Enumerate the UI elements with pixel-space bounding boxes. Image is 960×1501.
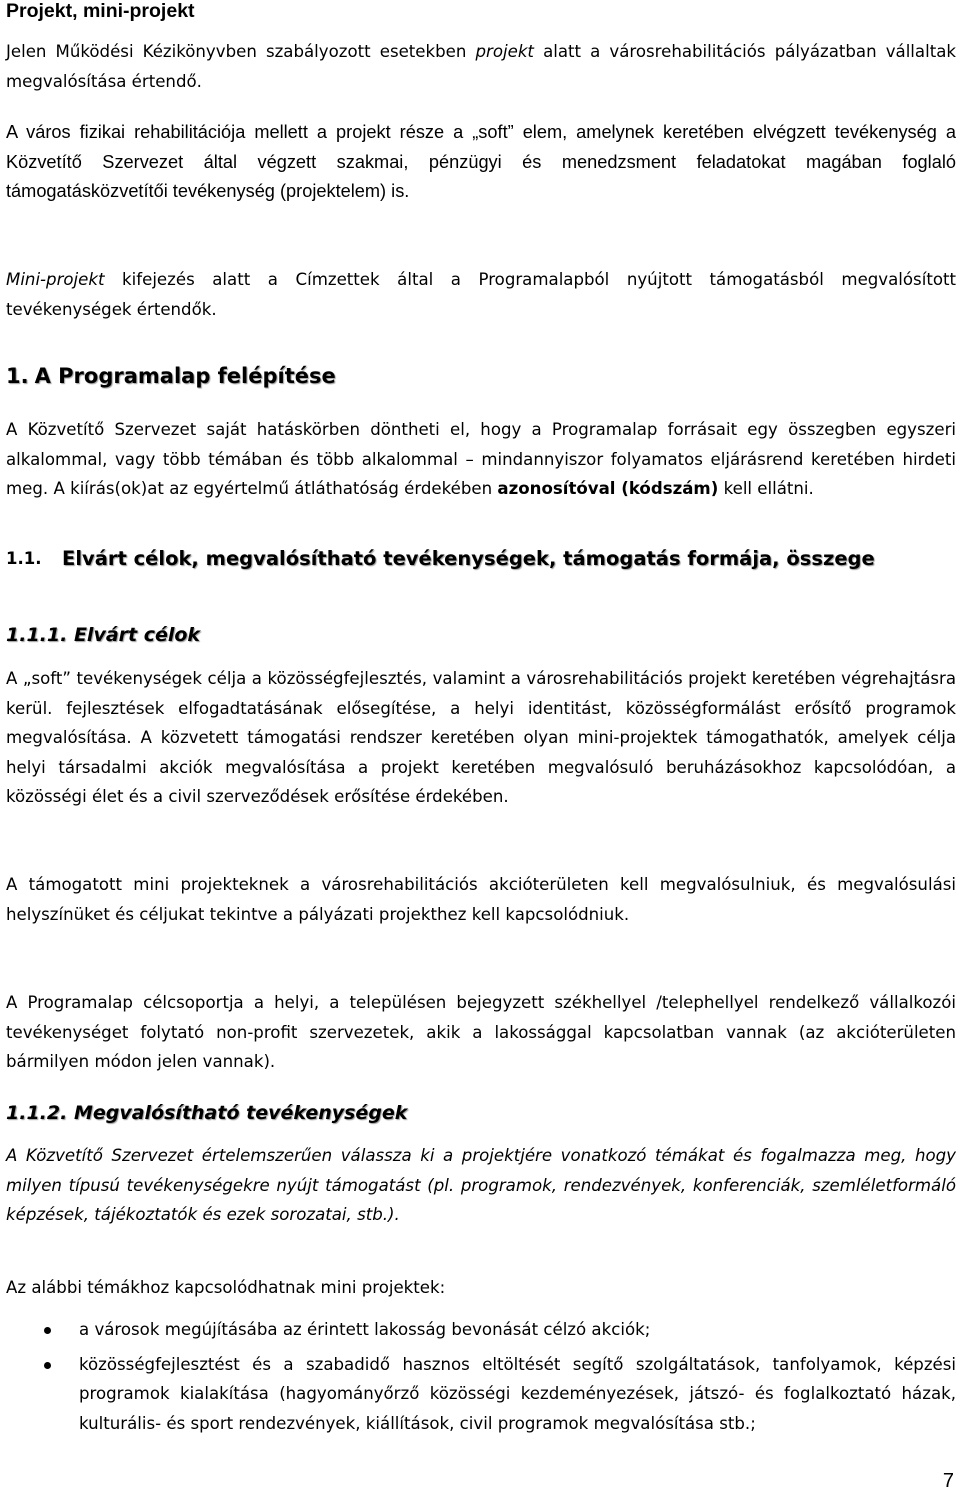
paragraph-celcsoport: A Programalap célcsoportja a helyi, a településen bejegyzett székhellyel /telephellyel rendelkező vállalkozói tevékenységet folytató non-profit szervezetek, akik a lakossággal kapcsolatban vannak (az akcióterületen bármilyen módon jelen vannak). (6, 993, 956, 1071)
bullet-icon (44, 1327, 51, 1334)
list-item (6, 1350, 956, 1439)
page-number: 7 (942, 1470, 954, 1492)
section-title: Elvárt célok (73, 624, 201, 646)
text: kifejezés alatt a Címzettek által a Programalapból nyújtott támogatásból megvalósított tevékenységek értendők. (6, 270, 956, 319)
paragraph-intro-topics: Az alábbi témákhoz kapcsolódhatnak mini projektek: (6, 1278, 446, 1297)
paragraph-italic-instructions: A Közvetítő Szervezet értelemszerűen válassza ki a projektjére vonatkozó témákat és fogalmazza meg, hogy milyen típusú tevékenységekre nyújt támogatást (pl. programok, rendezvények, konferenciák, szemléletformáló képzések, tájékoztatók és ezek sorozatai, stb.). (6, 1146, 956, 1224)
section-number: 1.1. (6, 549, 42, 568)
section-title: A Programalap felépítése (34, 364, 336, 388)
section-number: 1.1.2. (6, 1102, 68, 1124)
section-number: 1. (6, 364, 29, 388)
list-item-text: a városok megújításába az érintett lakosság bevonását célzó akciók; (79, 1320, 651, 1339)
heading-section-1 (6, 364, 336, 388)
section-title-projekt: Projekt, mini-projekt (6, 0, 195, 22)
text: A Közvetítő Szervezet saját hatáskörben döntheti el, hogy a Programalap forrásait egy összegben egyszeri alkalommal, vagy több témában és több alkalommal – mindannyiszor folyamatos eljárásrend keretében hirdeti meg. A kiírás(ok)at az egyértelmű átláthatóság érdekében (6, 420, 956, 498)
paragraph-elvart-celok: A „soft” tevékenységek célja a közösségfejlesztés, valamint a városrehabilitációs projekt keretében végrehajtásra kerül. fejlesztések elfogadtatásának elősegítése, a helyi identitást, közösségformálást erősítő programok megvalósítása. A közvetett támogatási rendszer keretében olyan mini-projektek támogathatók, amelyek célja helyi társadalmi akciók megvalósítása a projekt keretében megvalósuló beruházásokhoz kapcsolódóan, a közösségi élet és a civil szerveződések erősítése érdekében. (6, 669, 956, 806)
emphasis-mini-projekt: Mini-projekt (6, 270, 105, 289)
heading-section-1-1-1 (6, 624, 200, 646)
bullet-icon (44, 1362, 51, 1369)
section-number: 1.1.1. (6, 624, 68, 646)
paragraph-soft-element: A város fizikai rehabilitációja mellett a projekt része a „soft” elem, amelynek keretében elvégzett tevékenység a Közvetítő Szervezet által végzett szakmai, pénzügyi és menedzsment feladatokat magában foglaló támogatásközvetítői tevékenység (projektelem) is. (6, 122, 956, 201)
list-item (6, 1315, 956, 1345)
paragraph-akcioterulet: A támogatott mini projekteknek a városrehabilitációs akcióterületen kell megvalósulniuk, és megvalósulási helyszínüket és céljukat tekintve a pályázati projekthez kell kapcsolódniuk. (6, 875, 956, 924)
emphasis-projekt: projekt (475, 42, 534, 61)
section-title: Elvárt célok, megvalósítható tevékenységek, támogatás formája, összege (62, 547, 875, 570)
heading-section-1-1 (6, 544, 956, 574)
paragraph-programalap (6, 415, 956, 504)
paragraph-projekt-definition (6, 37, 956, 96)
bold-identifier: azonosítóval (kódszám) (497, 479, 719, 498)
paragraph-mini-projekt-definition (6, 265, 956, 324)
text: kell ellátni. (718, 479, 814, 498)
list-item-text: közösségfejlesztést és a szabadidő hasznos eltöltését segítő szolgáltatások, tanfolyamok, képzési programok kialakítása (hagyományőrző közösségi kezdeményezések, játszó- és foglalkoztató házak, kulturális- és sport rendezvények, kiállítások, civil programok megvalósítása stb.; (79, 1354, 956, 1433)
heading-section-1-1-2 (6, 1102, 407, 1124)
text: Jelen Működési Kézikönyvben szabályozott esetekben (6, 42, 476, 61)
section-title: Megvalósítható tevékenységek (73, 1102, 408, 1124)
topic-list (6, 1315, 956, 1438)
text: alatt a városrehabilitációs pályázatban vállaltak megvalósítása értendő. (6, 42, 956, 91)
